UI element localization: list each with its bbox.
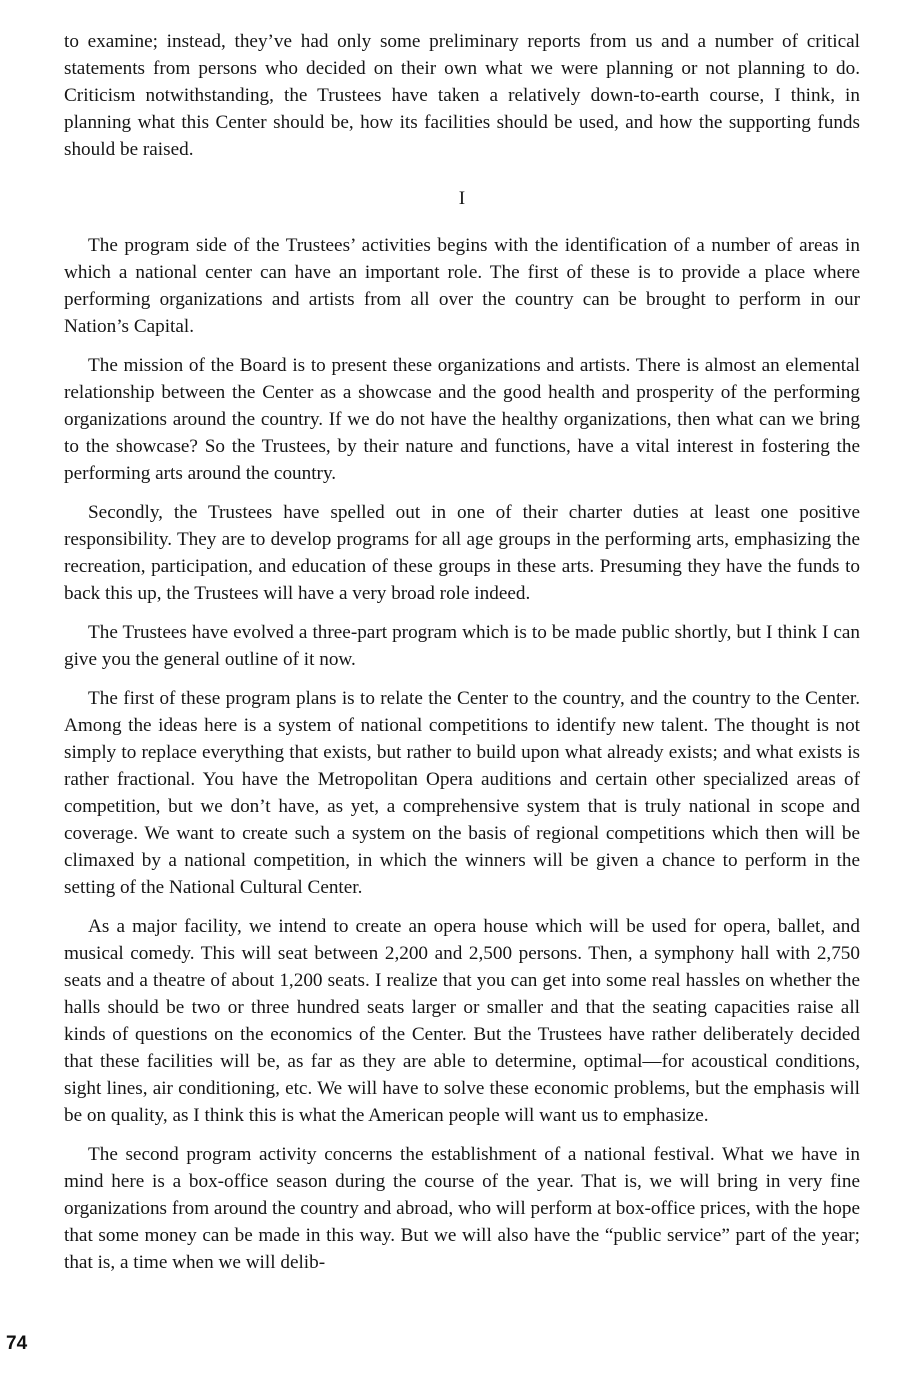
document-page (64, 28, 860, 1276)
paragraph-charter-duties: Secondly, the Trustees have spelled out in one of their charter duties at least one positive responsibility. They are to develop programs for all age groups in the performing arts, emphasizing the recreation, participation, and education of these groups in these arts. Presuming they have the funds to back this up, the Trustees will have a very broad role indeed. (64, 502, 860, 604)
section-heading: I (458, 188, 466, 209)
paragraph-three-part-program: The Trustees have evolved a three-part program which is to be made public shortly, but I think I can give you the general outline of it now. (64, 622, 860, 670)
paragraph-national-festival: The second program activity concerns the establishment of a national festival. What we have in mind here is a box-office season during the course of the year. That is, we will bring in very fine organizations from around the country and abroad, who will perform at box-office prices, with the hope that some money can be made in this way. But we will also have the “public service” part of the year; that is, a time when we will delib- (64, 1144, 860, 1273)
page-number: 74 (6, 1333, 28, 1354)
paragraph-program-side: The program side of the Trustees’ activities begins with the identification of a number of areas in which a national center can have an important role. The first of these is to provide a place where performing organizations and artists from all over the country can be brought to perform in our Nation’s Capital. (64, 235, 860, 337)
paragraph-national-competitions: The first of these program plans is to relate the Center to the country, and the country to the Center. Among the ideas here is a system of national competitions to identify new talent. The thought is not simply to replace everything that exists, but rather to build upon what already exists; and what exists is rather fractional. You have the Metropolitan Opera auditions and certain other specialized areas of competition, but we don’t have, as yet, a comprehensive system that is truly national in scope and coverage. We want to create such a system on the basis of regional competitions which then will be climaxed by a national competition, in which the winners will be given a chance to perform in the setting of the National Cultural Center. (64, 688, 860, 898)
paragraph-major-facility: As a major facility, we intend to create an opera house which will be used for opera, ballet, and musical comedy. This will seat between 2,200 and 2,500 persons. Then, a symphony hall with 2,750 seats and a theatre of about 1,200 seats. I realize that you can get into some real hassles on whether the halls should be two or three hundred seats larger or smaller and that the seating capacities raise all kinds of questions on the economics of the Center. But the Trustees have rather deliberately decided that these facilities will be, as far as they are able to determine, optimal—for acoustical conditions, sight lines, air conditioning, etc. We will have to solve these economic problems, but the emphasis will be on quality, as I think this is what the American people will want us to emphasize. (64, 916, 860, 1126)
paragraph-board-mission: The mission of the Board is to present these organizations and artists. There is almost an elemental relationship between the Center as a showcase and the good health and prosperity of the performing organizations around the country. If we do not have the healthy organizations, then what can we bring to the showcase? So the Trustees, by their nature and functions, have a vital interest in fostering the performing arts around the country. (64, 355, 860, 484)
paragraph-continuation: to examine; instead, they’ve had only some preliminary reports from us and a number of critical statements from persons who decided on their own what we were planning or not planning to do. Criticism notwithstanding, the Trustees have taken a relatively down-to-earth course, I think, in planning what this Center should be, how its facilities should be used, and how the supporting funds should be raised. (64, 31, 860, 160)
